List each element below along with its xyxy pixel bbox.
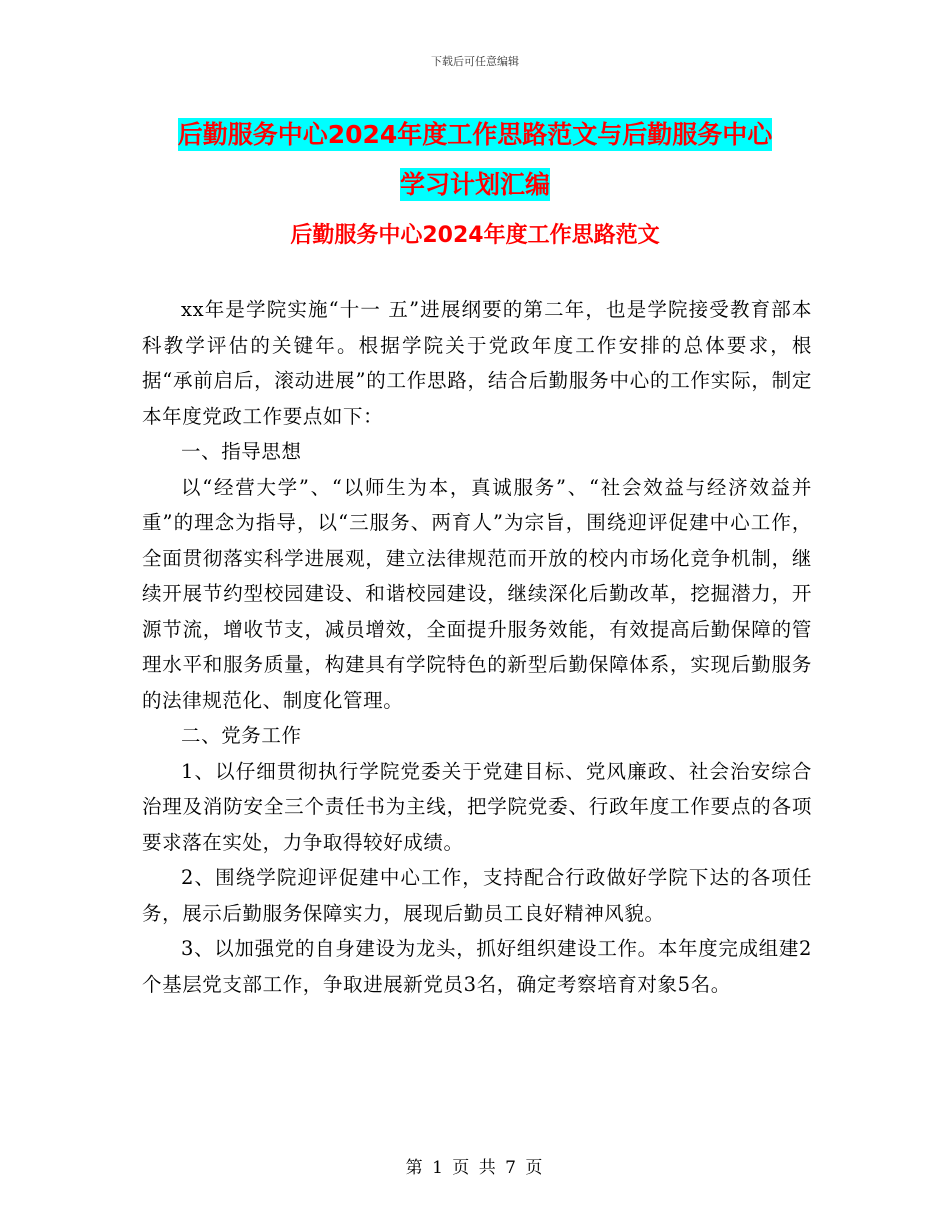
page-number: 第 1 页 共 7 页 <box>405 1158 545 1178</box>
paragraph-item-2: 2、围绕学院迎评促建中心工作，支持配合行政做好学院下达的各项任务，展示后勤服务保障实力，展现后勤员工良好精神风貌。 <box>142 866 812 925</box>
document-title-line-1: 后勤服务中心2024年度工作思路范文与后勤服务中心 <box>177 120 773 149</box>
header-note: 下载后可任意编辑 <box>431 55 519 68</box>
document-title-line-2: 学习计划汇编 <box>399 170 550 199</box>
paragraph-intro: xx年是学院实施“十一 五”进展纲要的第二年，也是学院接受教育部本科教学评估的关键年。根据学院关于党政年度工作安排的总体要求，根据“承前启后，滚动进展”的工作思路，结合后勤服务中心的工作实际，制定本年度党政工作要点如下： <box>142 298 812 428</box>
document-body <box>142 292 812 1002</box>
heading-guiding-ideology: 一、指导思想 <box>181 440 302 463</box>
paragraph-guiding-ideology: 以“经营大学”、“以师生为本，真诚服务”、“社会效益与经济效益并重”的理念为指导，以“三服务、两育人”为宗旨，围绕迎评促建中心工作，全面贯彻落实科学进展观，建立法律规范而开放的校内市场化竞争机制，继续开展节约型校园建设、和谐校园建设，继续深化后勤改革，挖掘潜力，开源节流，增收节支，减员增效，全面提升服务效能，有效提高后勤保障的管理水平和服务质量，构建具有学院特色的新型后勤保障体系，实现后勤服务的法律规范化、制度化管理。 <box>142 475 812 712</box>
paragraph-item-3: 3、以加强党的自身建设为龙头，抓好组织建设工作。本年度完成组建2个基层党支部工作，争取进展新党员3名，确定考察培育对象5名。 <box>142 937 812 996</box>
section-title: 后勤服务中心2024年度工作思路范文 <box>290 223 660 248</box>
paragraph-item-1: 1、以仔细贯彻执行学院党委关于党建目标、党风廉政、社会治安综合治理及消防安全三个责任书为主线，把学院党委、行政年度工作要点的各项要求落在实处，力争取得较好成绩。 <box>142 759 812 854</box>
document-title <box>0 110 950 210</box>
heading-party-work: 二、党务工作 <box>181 724 302 747</box>
